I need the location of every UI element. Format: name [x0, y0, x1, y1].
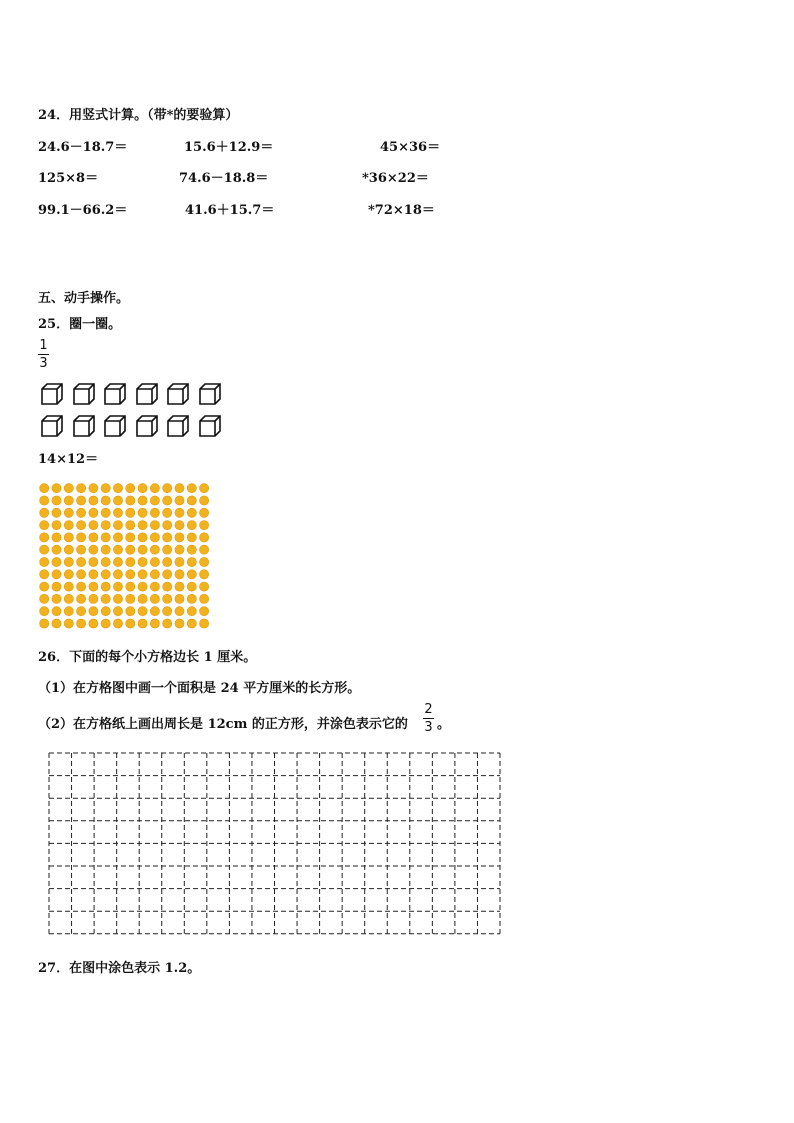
dot [150, 619, 159, 628]
dot [138, 533, 147, 542]
dot [89, 533, 98, 542]
dot [187, 570, 196, 579]
q26-title: 26．下面的每个小方格边长 1 厘米。 [38, 650, 257, 665]
cube-icon [72, 382, 96, 406]
dot [89, 594, 98, 603]
dot [200, 607, 209, 616]
cube-icon [166, 414, 190, 438]
cube-icon [198, 382, 222, 406]
dot [150, 508, 159, 517]
dot [126, 545, 135, 554]
dot [200, 582, 209, 591]
fraction-two-thirds [423, 703, 434, 734]
dot [150, 533, 159, 542]
dot [101, 545, 110, 554]
dot [187, 508, 196, 517]
dot [126, 508, 135, 517]
dot [163, 484, 172, 493]
fraction-one-third [38, 339, 49, 370]
dot [77, 570, 86, 579]
dot [89, 619, 98, 628]
dot [52, 533, 61, 542]
dot [40, 496, 49, 505]
dot [150, 582, 159, 591]
q26-part2-end: 。 [437, 717, 451, 732]
dot [113, 496, 122, 505]
dot [52, 607, 61, 616]
dot [150, 607, 159, 616]
dot [40, 521, 49, 530]
dot [77, 521, 86, 530]
dot [101, 607, 110, 616]
dot [163, 582, 172, 591]
dot [175, 484, 184, 493]
fraction-numerator: 1 [39, 338, 48, 353]
dot [126, 496, 135, 505]
dot [77, 496, 86, 505]
dot-grid-svg [38, 482, 211, 630]
dot [64, 619, 73, 628]
dot [52, 496, 61, 505]
dot [52, 570, 61, 579]
dot [101, 557, 110, 566]
dot [175, 521, 184, 530]
dot [40, 619, 49, 628]
dot [77, 619, 86, 628]
section-title: 五、动手操作。 [38, 291, 130, 306]
dot [101, 521, 110, 530]
dot [64, 508, 73, 517]
dot [163, 508, 172, 517]
dot [64, 545, 73, 554]
calc-item: 125×8＝ [38, 171, 99, 186]
dot [77, 508, 86, 517]
dot [175, 557, 184, 566]
dot [138, 582, 147, 591]
calc-item: 45×36＝ [380, 140, 441, 155]
dot [138, 521, 147, 530]
dot [200, 533, 209, 542]
fraction-numerator: 2 [424, 702, 433, 717]
dot [52, 619, 61, 628]
dot [138, 570, 147, 579]
calc-item: *36×22＝ [362, 171, 429, 186]
dot [40, 533, 49, 542]
dot [163, 496, 172, 505]
dot [200, 508, 209, 517]
cube-icon [40, 414, 64, 438]
dot [77, 557, 86, 566]
dot [138, 594, 147, 603]
dot [101, 619, 110, 628]
dot [126, 521, 135, 530]
q26-part2: （2）在方格纸上画出周长是 12cm 的正方形，并涂色表示它的 [38, 717, 408, 732]
dot [138, 619, 147, 628]
dot [150, 557, 159, 566]
dot [40, 607, 49, 616]
dot [113, 533, 122, 542]
dot [101, 570, 110, 579]
dot [175, 533, 184, 542]
dot [77, 533, 86, 542]
cube-icon [103, 382, 127, 406]
calc-item: 41.6＋15.7＝ [185, 203, 275, 218]
dot [40, 508, 49, 517]
q27-title: 27．在图中涂色表示 1.2。 [38, 961, 201, 976]
dot [138, 496, 147, 505]
calc-item: 74.6－18.8＝ [179, 171, 269, 186]
dot [200, 557, 209, 566]
cube-icon [198, 414, 222, 438]
fraction-bar [38, 354, 49, 355]
dot [101, 533, 110, 542]
dot [64, 607, 73, 616]
dot [64, 594, 73, 603]
dot [138, 557, 147, 566]
dot [101, 582, 110, 591]
dot [126, 570, 135, 579]
calc-item: *72×18＝ [368, 203, 435, 218]
dot [187, 521, 196, 530]
dot [163, 570, 172, 579]
dot [52, 594, 61, 603]
dot [126, 582, 135, 591]
dot [89, 484, 98, 493]
dot [52, 545, 61, 554]
dot [77, 594, 86, 603]
dot [52, 521, 61, 530]
dot [64, 570, 73, 579]
dot [138, 607, 147, 616]
dot [89, 545, 98, 554]
dot [64, 521, 73, 530]
dot [89, 496, 98, 505]
dot [89, 557, 98, 566]
dot [150, 570, 159, 579]
dot [200, 521, 209, 530]
dot [163, 557, 172, 566]
dot [113, 619, 122, 628]
calc-item: 24.6－18.7＝ [38, 140, 128, 155]
dot [52, 557, 61, 566]
dot [150, 496, 159, 505]
dot [150, 545, 159, 554]
dot [64, 496, 73, 505]
dot [200, 570, 209, 579]
dot [64, 582, 73, 591]
dot [89, 607, 98, 616]
dot [113, 521, 122, 530]
dot [113, 484, 122, 493]
dot [138, 545, 147, 554]
dot [113, 557, 122, 566]
dot [113, 582, 122, 591]
dot [187, 607, 196, 616]
dot [175, 496, 184, 505]
q25-title: 25．圈一圈。 [38, 317, 122, 332]
dot [200, 496, 209, 505]
dot [40, 484, 49, 493]
dot [126, 484, 135, 493]
dot [89, 521, 98, 530]
dot [163, 545, 172, 554]
dot [187, 545, 196, 554]
dot [200, 619, 209, 628]
dot [40, 557, 49, 566]
dot [64, 533, 73, 542]
cube-icon [40, 382, 64, 406]
dot [175, 594, 184, 603]
fraction-denominator: 3 [39, 356, 48, 371]
dot [187, 484, 196, 493]
dot [175, 570, 184, 579]
dot [52, 582, 61, 591]
q26-part1: （1）在方格图中画一个面积是 24 平方厘米的长方形。 [38, 681, 361, 696]
dot [40, 594, 49, 603]
cube-icon [103, 414, 127, 438]
dot [52, 508, 61, 517]
dot [150, 594, 159, 603]
dot [40, 545, 49, 554]
calc-item: 99.1－66.2＝ [38, 203, 128, 218]
dot [187, 619, 196, 628]
dot [77, 545, 86, 554]
dashed-grid [48, 752, 503, 937]
dot [150, 521, 159, 530]
dot [187, 533, 196, 542]
dot [175, 582, 184, 591]
dot [138, 484, 147, 493]
dot [200, 484, 209, 493]
dot [101, 508, 110, 517]
dot [101, 594, 110, 603]
calc-item: 15.6＋12.9＝ [184, 140, 274, 155]
dot [175, 619, 184, 628]
cube-icon [166, 382, 190, 406]
dot [163, 607, 172, 616]
dot [163, 521, 172, 530]
dot-array [38, 482, 211, 634]
dot [101, 496, 110, 505]
dot [126, 533, 135, 542]
dot [175, 607, 184, 616]
dot [187, 582, 196, 591]
dot [187, 557, 196, 566]
dot [163, 533, 172, 542]
dot [200, 545, 209, 554]
dot [64, 557, 73, 566]
dot [77, 582, 86, 591]
dot [101, 484, 110, 493]
dot [52, 484, 61, 493]
dot [126, 619, 135, 628]
dot [113, 570, 122, 579]
dot [163, 594, 172, 603]
dot [175, 508, 184, 517]
dot [187, 496, 196, 505]
dot [77, 484, 86, 493]
dot [89, 570, 98, 579]
dot [40, 570, 49, 579]
dot [175, 545, 184, 554]
dot [150, 484, 159, 493]
dot [113, 545, 122, 554]
fraction-bar [423, 718, 434, 719]
fraction-denominator: 3 [424, 720, 433, 735]
dot [40, 582, 49, 591]
dot [89, 508, 98, 517]
dot [77, 607, 86, 616]
dot [163, 619, 172, 628]
cube-icon [72, 414, 96, 438]
dot [113, 594, 122, 603]
cube-icon [135, 414, 159, 438]
dot [200, 594, 209, 603]
q24-title: 24．用竖式计算。（带*的要验算） [38, 108, 239, 123]
dot [126, 594, 135, 603]
dot [113, 607, 122, 616]
dot [138, 508, 147, 517]
dot [126, 607, 135, 616]
dot [126, 557, 135, 566]
q25-expression: 14×12＝ [38, 452, 99, 467]
cube-icon [135, 382, 159, 406]
dot [64, 484, 73, 493]
dot [113, 508, 122, 517]
dot [187, 594, 196, 603]
dot [89, 582, 98, 591]
